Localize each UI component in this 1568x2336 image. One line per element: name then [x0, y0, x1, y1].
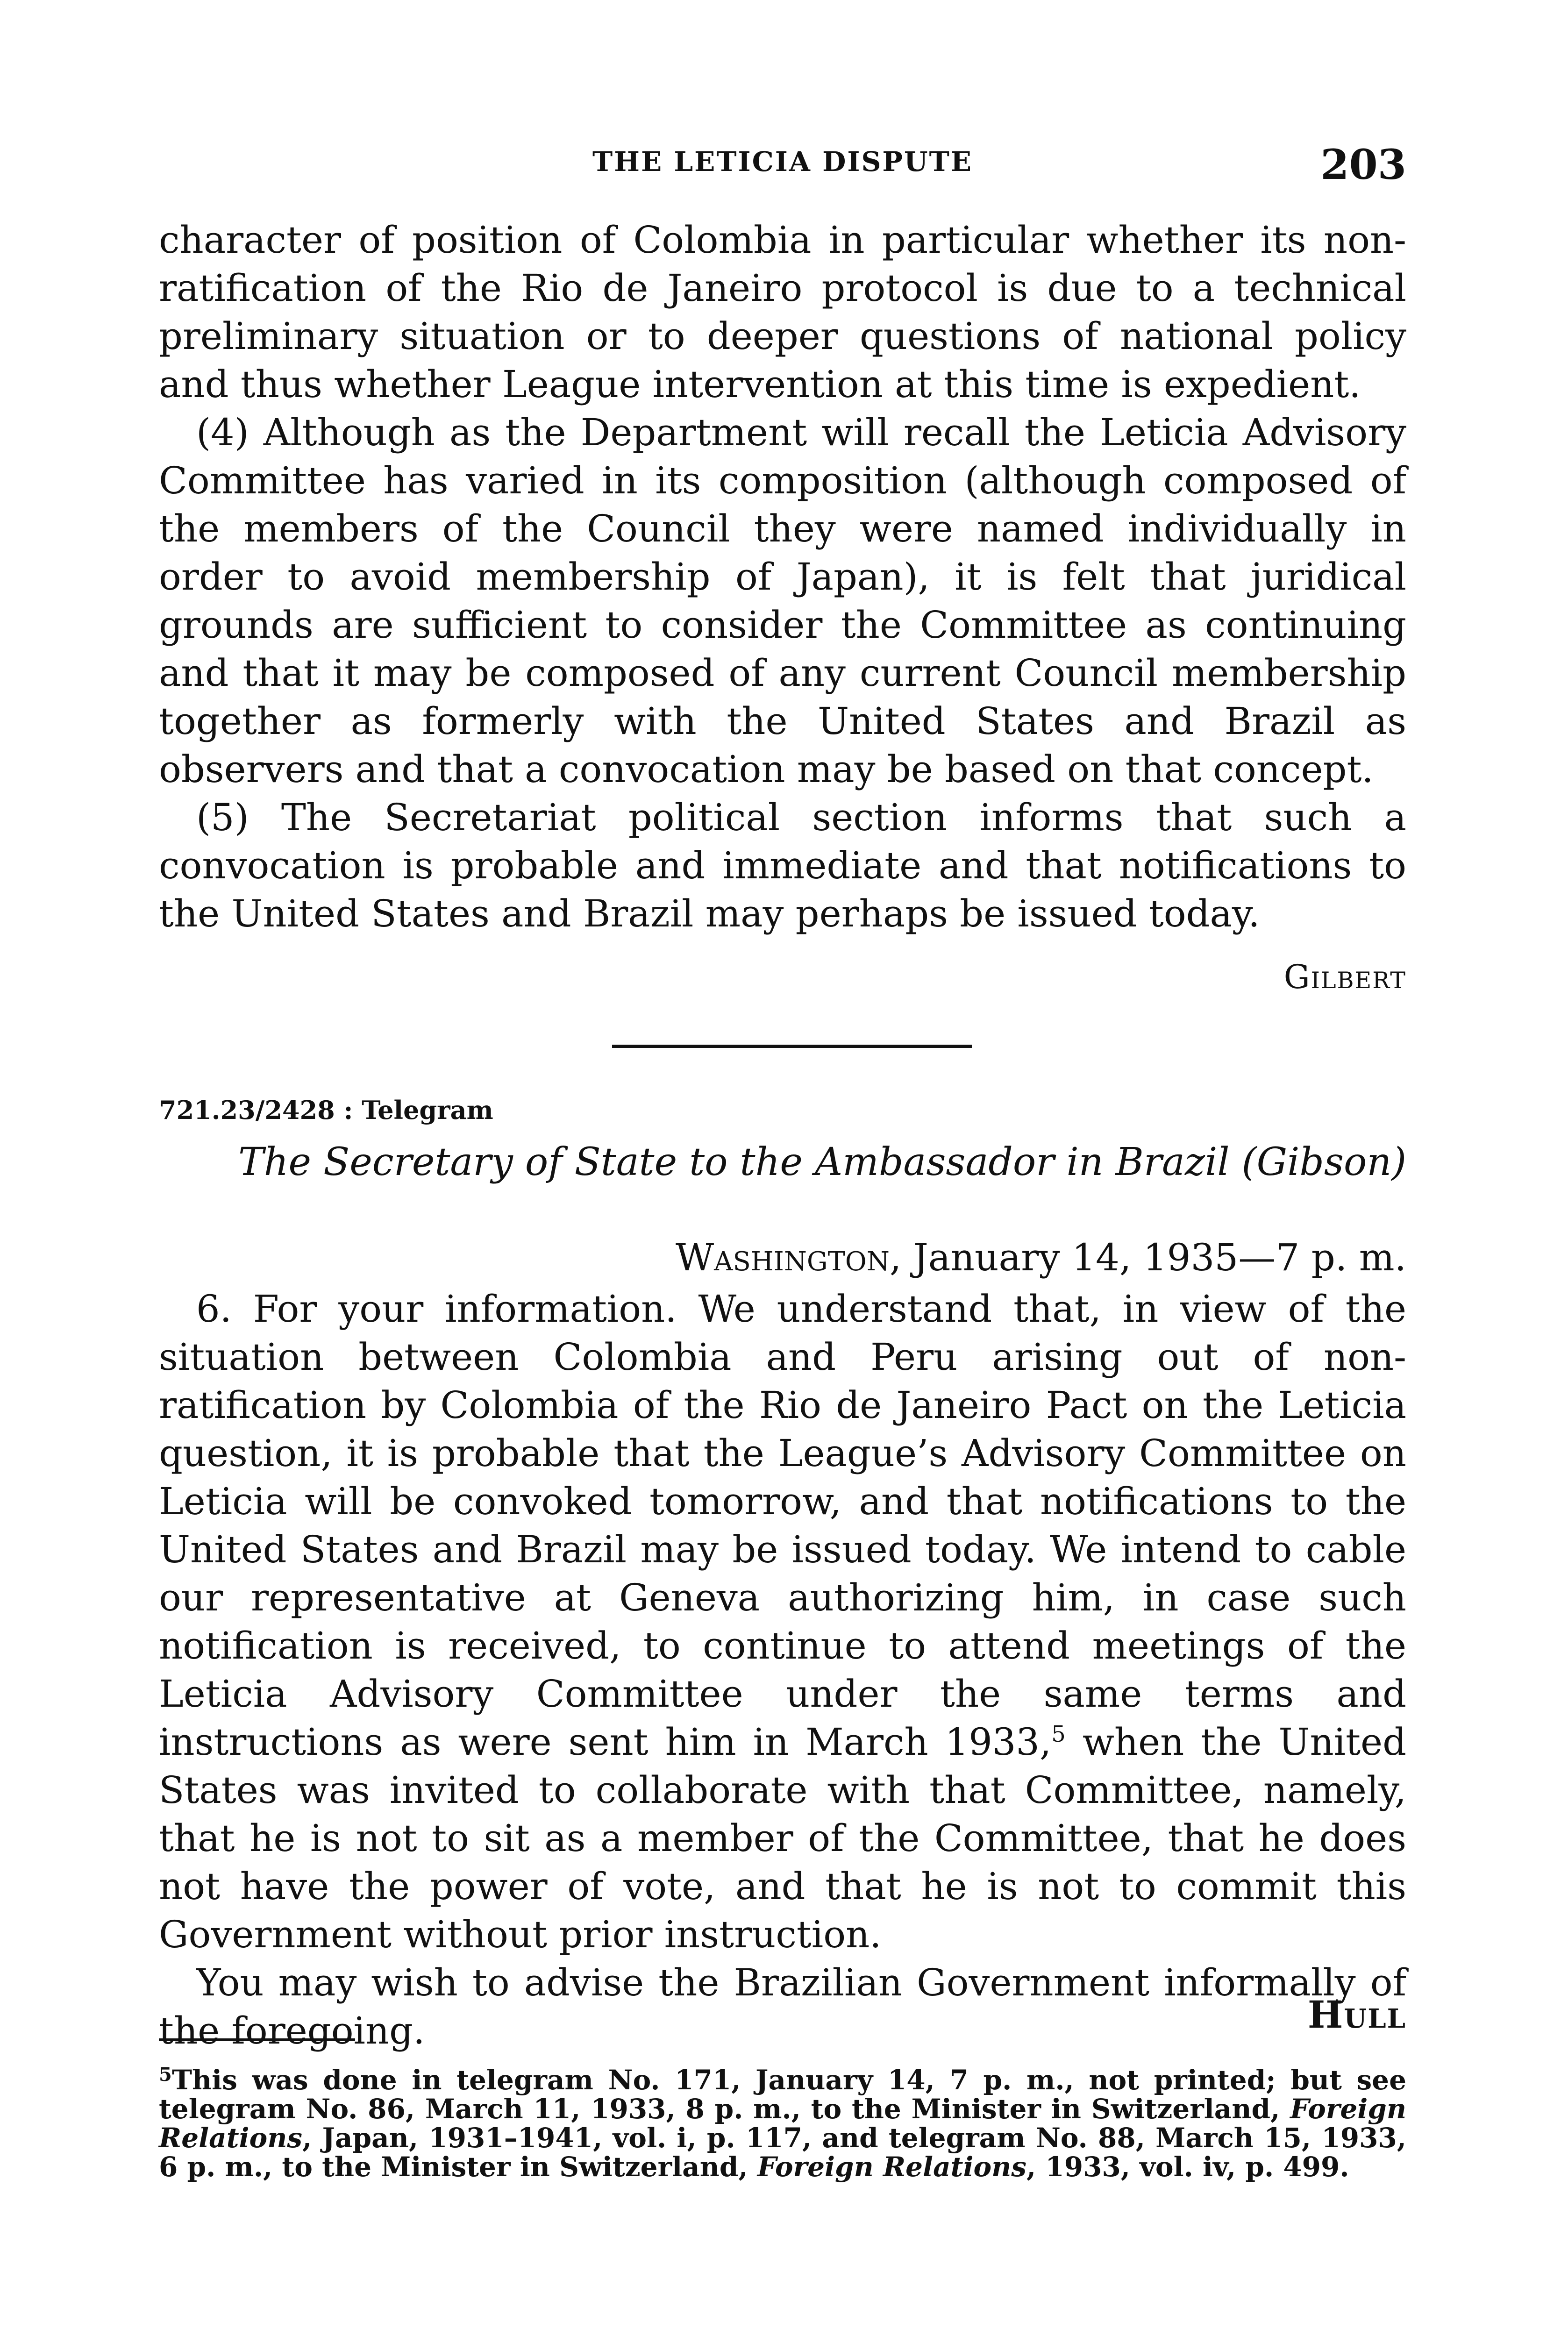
footnote-text: This was done in telegram No. 171, January 14, 7 p. m., not printed; but see telegram No. 86, March 11, 1933, 8 p. m., to the Minister in Switzerland, [159, 2064, 1406, 2125]
page-number: 203 [1320, 140, 1406, 189]
section-divider [612, 1045, 972, 1048]
telegram-body [159, 1285, 1406, 2055]
running-header [159, 140, 1406, 192]
footnote-italic: Foreign Relations [757, 2151, 1026, 2183]
paragraph: You may wish to advise the Brazilian Government informally of the foregoing. [159, 1961, 1406, 2052]
signature-hull: Hull [1307, 1993, 1406, 2037]
footnote-text: , 1933, vol. iv, p. 499. [1026, 2151, 1349, 2183]
date: , January 14, 1935—7 p. m. [889, 1236, 1406, 1279]
place-date-line [676, 1236, 1406, 1279]
footnote-reference: 5 [1051, 1721, 1066, 1747]
footnote-text: , Japan, 1931–1941, vol. i, p. 117, and telegram No. 88, March 15, 1933, 6 p. m., to the Minister in Switzerland, [159, 2122, 1406, 2183]
continued-telegram-text [159, 216, 1406, 938]
place: Washington [675, 1236, 890, 1279]
signature-gilbert: Gilbert [1283, 958, 1406, 996]
body-text: 6. For your information. We understand that, in view of the situation between Colombia and Peru arising out of non-ratification by Colombia of the Rio de Janeiro Pact on the Leticia question, it is probable that the League’s Advisory Committee on Leticia will be convoked tomorrow, and that notifications to the United States and Brazil may be issued today. We intend to cable our representative at Geneva authorizing him, in case such notification is received, to continue to attend meetings of the Leticia Advisory Committee under the same terms and instructions as were sent him in March 1933, [159, 1287, 1406, 1764]
file-reference: 721.23/2428 : Telegram [159, 1095, 493, 1125]
running-title: THE LETICIA DISPUTE [592, 146, 973, 178]
footnote-italic: Foreign Relations [159, 2093, 1406, 2154]
document-heading: The Secretary of State to the Ambassador in Brazil (Gibson) [238, 1140, 1407, 1184]
paragraph: (5) The Secretariat political section informs that such a convocation is probable and immediate and that notifications to the United States and Brazil may perhaps be issued today. [159, 796, 1406, 935]
footnote-rule [159, 2038, 355, 2041]
paragraph: character of position of Colombia in particular whether its non-ratification of the Rio de Janeiro protocol is due to a technical preliminary situation or to deeper questions of national policy and thus whether League intervention at this time is expedient. [159, 218, 1406, 406]
body-text: when the United States was invited to collaborate with that Committee, namely, that he is not to sit as a member of the Committee, that he does not have the power of vote, and that he is not to commit this Government without prior instruction. [159, 1720, 1406, 1956]
paragraph [159, 1285, 1406, 1959]
footnote-marker: 5 [159, 2064, 172, 2086]
footnote [159, 2060, 1406, 2181]
paragraph: (4) Although as the Department will recall the Leticia Advisory Committee has varied in its composition (although composed of the members of the Council they were named individually in order to avoid membership of Japan), it is felt that juridical grounds are sufficient to consider the Committee as continuing and that it may be composed of any current Council membership together as formerly with the United States and Brazil as observers and that a convocation may be based on that concept. [159, 411, 1406, 791]
